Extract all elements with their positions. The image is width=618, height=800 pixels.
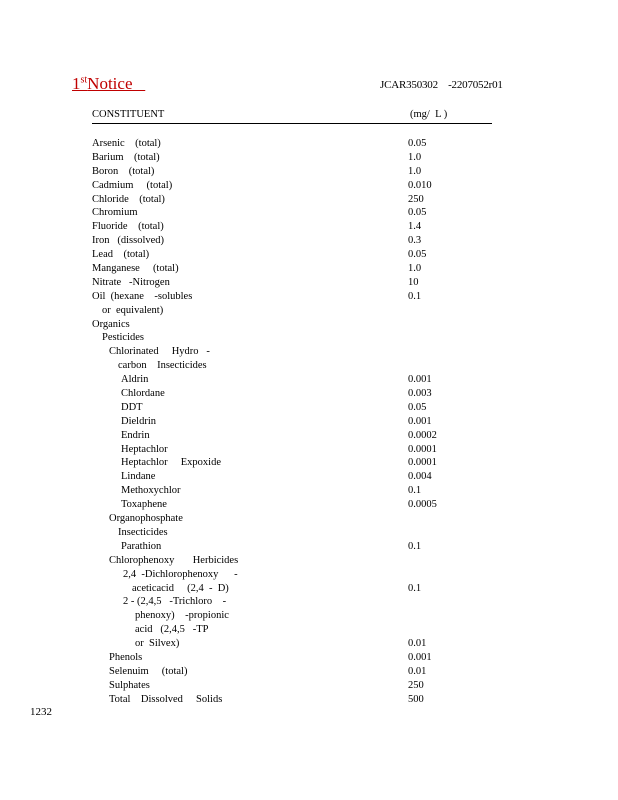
constituent-name: Barium (total) bbox=[92, 151, 160, 163]
constituent-name: Aldrin bbox=[121, 374, 149, 386]
table-row bbox=[92, 693, 512, 707]
table-row bbox=[92, 373, 512, 387]
constituent-name: Boron (total) bbox=[92, 165, 155, 177]
constituent-limit-value: 0.1 bbox=[408, 582, 422, 594]
constituent-name: or Silvex) bbox=[135, 638, 180, 650]
table-row bbox=[92, 623, 512, 637]
table-row bbox=[92, 151, 512, 165]
table-row bbox=[92, 595, 512, 609]
constituent-name: Insecticides bbox=[118, 526, 168, 538]
constituent-name: Chromium bbox=[92, 207, 138, 219]
constituent-name: Cadmium (total) bbox=[92, 179, 173, 191]
table-row bbox=[92, 498, 512, 512]
table-row bbox=[92, 331, 512, 345]
table-row bbox=[92, 415, 512, 429]
constituent-limit-value: 0.0001 bbox=[408, 457, 437, 469]
table-row bbox=[92, 276, 512, 290]
table-row bbox=[92, 526, 512, 540]
constituent-name: Total Dissolved Solids bbox=[109, 693, 223, 705]
table-row bbox=[92, 554, 512, 568]
table-row bbox=[92, 220, 512, 234]
table-row bbox=[92, 318, 512, 332]
table-row bbox=[92, 512, 512, 526]
table-row bbox=[92, 470, 512, 484]
document-id: JCAR350302 -2207052r01 bbox=[380, 79, 503, 91]
constituent-name: Fluoride (total) bbox=[92, 221, 164, 233]
constituent-name: 2,4 -Dichlorophenoxy - bbox=[123, 568, 238, 580]
constituent-limit-value: 0.010 bbox=[408, 179, 432, 191]
notice-ordinal-suffix: st bbox=[80, 74, 88, 86]
constituent-name: Organics bbox=[92, 318, 130, 330]
table-row bbox=[92, 679, 512, 693]
notice-number: 1 bbox=[72, 74, 81, 93]
constituent-name: Selenuim (total) bbox=[109, 665, 188, 677]
table-row bbox=[92, 651, 512, 665]
units-column-header: (mg/ L ) bbox=[410, 109, 448, 120]
constituent-name: Heptachlor Expoxide bbox=[121, 457, 222, 469]
table-row bbox=[92, 609, 512, 623]
table-row bbox=[92, 429, 512, 443]
constituent-name: or equivalent) bbox=[102, 304, 164, 316]
notice-heading bbox=[72, 74, 145, 94]
table-row bbox=[92, 137, 512, 151]
table-row bbox=[92, 582, 512, 596]
constituent-limit-value: 10 bbox=[408, 276, 419, 288]
page-number: 1232 bbox=[30, 706, 52, 718]
constituent-name: phenoxy) -propionic bbox=[135, 610, 229, 622]
constituent-limit-value: 500 bbox=[408, 693, 424, 705]
constituent-name: Toxaphene bbox=[121, 499, 167, 511]
constituent-limit-value: 0.05 bbox=[408, 249, 427, 261]
constituent-limit-value: 0.001 bbox=[408, 415, 432, 427]
table-row bbox=[92, 443, 512, 457]
table-row bbox=[92, 637, 512, 651]
table-row bbox=[92, 568, 512, 582]
constituent-name: Heptachlor bbox=[121, 443, 168, 455]
constituent-limit-value: 250 bbox=[408, 193, 424, 205]
constituent-limit-value: 0.001 bbox=[408, 374, 432, 386]
table-row bbox=[92, 248, 512, 262]
constituent-limit-value: 0.1 bbox=[408, 485, 422, 497]
constituent-name: Organophosphate bbox=[109, 513, 183, 525]
constituent-name: Arsenic (total) bbox=[92, 138, 161, 149]
table-row bbox=[92, 359, 512, 373]
constituent-name: Lindane bbox=[121, 471, 156, 483]
constituent-name: Phenols bbox=[109, 651, 143, 663]
constituent-limit-value: 0.01 bbox=[408, 638, 427, 650]
constituent-limit-value: 0.001 bbox=[408, 651, 432, 663]
constituent-name: Dieldrin bbox=[121, 415, 156, 427]
constituent-name: carbon Insecticides bbox=[118, 360, 207, 372]
constituent-name: Chloride (total) bbox=[92, 193, 165, 205]
table-row bbox=[92, 665, 512, 679]
constituent-limit-value: 0.004 bbox=[408, 471, 432, 483]
constituent-name: Chlorinated Hydro - bbox=[109, 346, 210, 358]
table-row bbox=[92, 262, 512, 276]
constituent-name: Oil (hexane -solubles bbox=[92, 290, 193, 302]
constituent-name: Nitrate -Nitrogen bbox=[92, 276, 170, 288]
table-row bbox=[92, 179, 512, 193]
table-row bbox=[92, 456, 512, 470]
constituent-name: Parathion bbox=[121, 540, 162, 552]
table-row bbox=[92, 165, 512, 179]
constituent-column-header: CONSTITUENT bbox=[92, 109, 165, 120]
constituent-limit-value: 0.0005 bbox=[408, 499, 437, 511]
constituent-limit-value: 250 bbox=[408, 679, 424, 691]
table-row bbox=[92, 290, 512, 304]
table-row bbox=[92, 206, 512, 220]
constituent-limit-value: 0.1 bbox=[408, 290, 422, 302]
table-row bbox=[92, 304, 512, 318]
constituent-name: Endrin bbox=[121, 429, 150, 441]
constituent-name: DDT bbox=[121, 401, 143, 413]
table-row bbox=[92, 401, 512, 415]
constituent-name: Iron (dissolved) bbox=[92, 235, 165, 247]
table-row bbox=[92, 345, 512, 359]
constituent-limit-value: 0.05 bbox=[408, 401, 427, 413]
constituent-name: 2 - (2,4,5 -Trichloro - bbox=[123, 596, 227, 608]
constituent-limit-value: 1.4 bbox=[408, 221, 422, 233]
constituent-limit-value: 0.05 bbox=[408, 138, 427, 149]
constituent-limit-value: 0.0002 bbox=[408, 429, 437, 441]
table-header bbox=[92, 109, 492, 124]
constituent-limit-value: 0.05 bbox=[408, 207, 427, 219]
table-row bbox=[92, 540, 512, 554]
table-row bbox=[92, 484, 512, 498]
constituent-limit-value: 0.3 bbox=[408, 235, 422, 247]
constituent-name: Lead (total) bbox=[92, 249, 150, 261]
constituent-table bbox=[92, 137, 512, 707]
constituent-limit-value: 1.0 bbox=[408, 151, 422, 163]
constituent-name: Chlorophenoxy Herbicides bbox=[109, 554, 239, 566]
constituent-limit-value: 1.0 bbox=[408, 165, 422, 177]
constituent-name: Methoxychlor bbox=[121, 485, 181, 497]
table-row bbox=[92, 234, 512, 248]
constituent-limit-value: 0.01 bbox=[408, 665, 427, 677]
notice-word: Notice bbox=[87, 74, 133, 93]
table-row bbox=[92, 387, 512, 401]
constituent-limit-value: 0.0001 bbox=[408, 443, 437, 455]
table-row bbox=[92, 193, 512, 207]
constituent-limit-value: 0.003 bbox=[408, 388, 432, 400]
constituent-name: Sulphates bbox=[109, 679, 150, 691]
constituent-limit-value: 1.0 bbox=[408, 263, 422, 275]
constituent-name: acid (2,4,5 -TP bbox=[135, 624, 209, 636]
constituent-limit-value: 0.1 bbox=[408, 540, 422, 552]
constituent-name: Pesticides bbox=[102, 332, 144, 344]
constituent-name: aceticacid (2,4 - D) bbox=[132, 582, 229, 594]
constituent-name: Chlordane bbox=[121, 388, 165, 400]
constituent-name: Manganese (total) bbox=[92, 263, 179, 275]
